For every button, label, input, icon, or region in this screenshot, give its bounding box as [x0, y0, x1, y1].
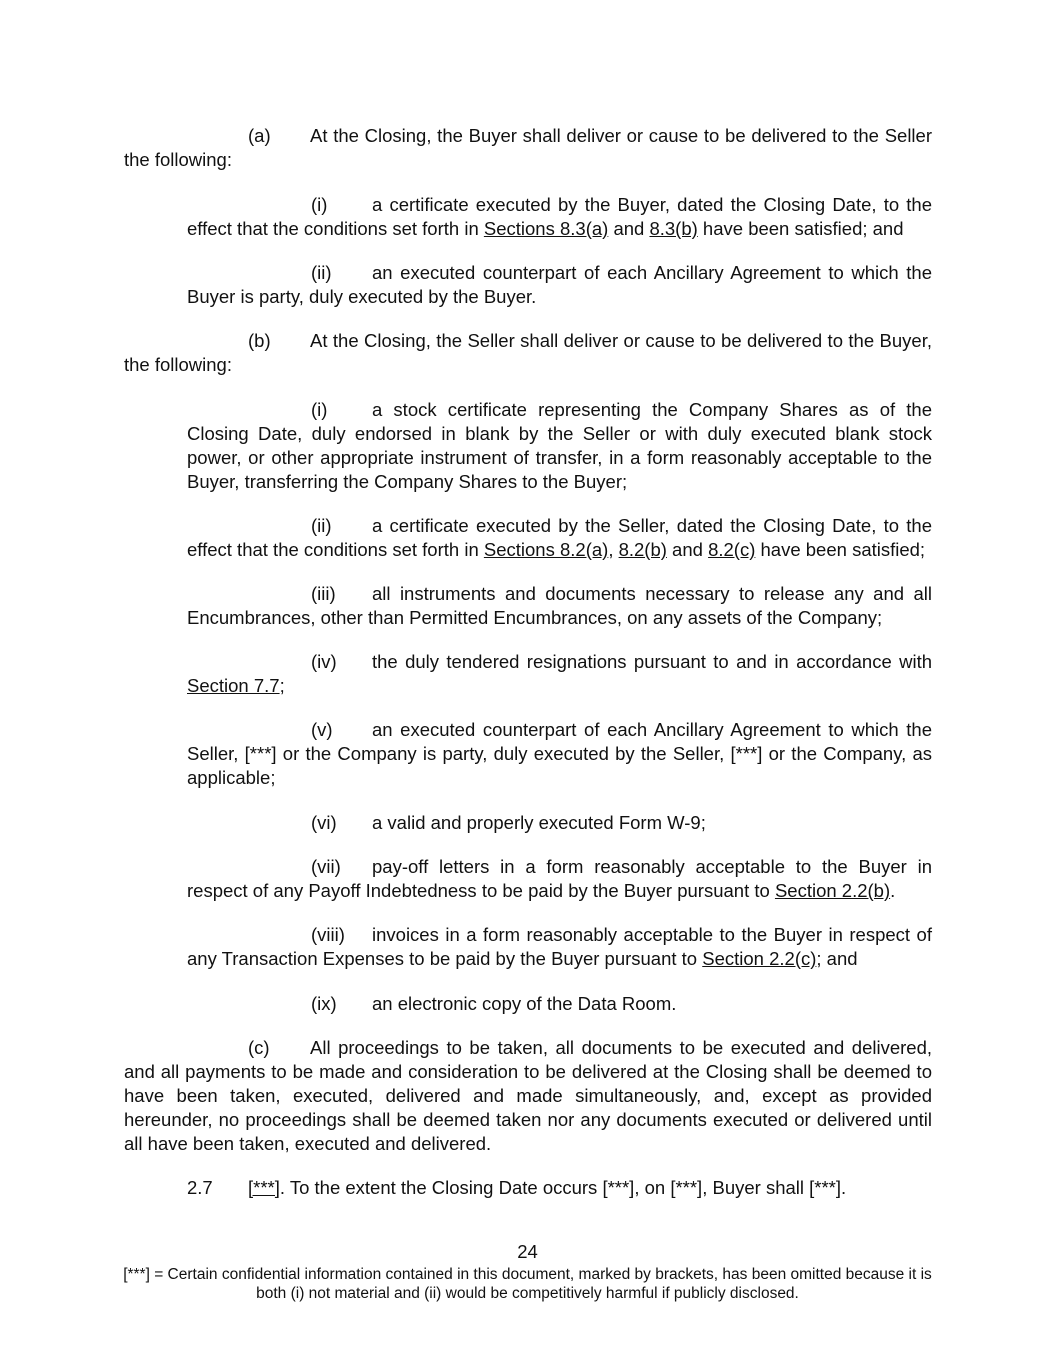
- clause-text: an electronic copy of the Data Room.: [372, 993, 677, 1014]
- clause-label: (vi): [311, 812, 337, 833]
- clause-label: (vii): [311, 856, 341, 877]
- clause-text: ;: [279, 675, 285, 696]
- clause-label: (i): [311, 194, 328, 215]
- clause-b-ii: [187, 514, 932, 562]
- clause-text: the duly tendered resignations pursuant to and in accordance with: [372, 651, 932, 672]
- clause-label: (v): [311, 719, 333, 740]
- clause-text: a stock certificate representing the Company Shares as of the Closing Date, duly endorsed in blank by the Seller or with duly executed blank stock power, or other appropriate instrument of transfer, in a form reasonably acceptable to the Buyer, transferring the Company Shares to the Buyer;: [187, 399, 932, 492]
- clause-text: At the Closing, the Buyer shall deliver or cause to be delivered to the Seller the following:: [124, 125, 932, 170]
- section-text: . To the extent the Closing Date occurs [***], on [***], Buyer shall [***].: [279, 1177, 847, 1198]
- clause-b-i: [187, 398, 932, 494]
- clause-text: ; and: [816, 948, 858, 969]
- section-reference: Sections 8.3(a): [483, 218, 609, 239]
- clause-label: (ix): [311, 993, 337, 1014]
- clause-b-iii: [187, 582, 932, 630]
- clause-label: (a): [248, 125, 271, 146]
- clause-text: an executed counterpart of each Ancillary Agreement to which the Seller, [***] or the Company is party, duly executed by the Seller, [***] or the Company, as applicable;: [187, 719, 932, 788]
- page-number: 24: [517, 1241, 538, 1262]
- clause-text: have been satisfied; and: [697, 218, 904, 239]
- clause-b-vii: [187, 855, 932, 903]
- clause-text: and: [608, 218, 650, 239]
- clause-label: (iv): [311, 651, 337, 672]
- section-number: 2.7: [187, 1177, 213, 1198]
- clause-label: (c): [248, 1037, 270, 1058]
- clause-label: (ii): [311, 262, 332, 283]
- section-heading: [***]: [248, 1177, 280, 1198]
- confidentiality-footnote: [***] = Certain confidential information contained in this document, marked by brackets, has been omitted because it is both (i) not material and (ii) would be competitively harmful if publicly disclosed.: [123, 1266, 932, 1302]
- clause-label: (ii): [311, 515, 332, 536]
- clause-text: At the Closing, the Seller shall deliver or cause to be delivered to the Buyer, the following:: [124, 330, 932, 375]
- clause-label: (b): [248, 330, 271, 351]
- clause-label: (iii): [311, 583, 336, 604]
- clause-a-i: [187, 193, 932, 241]
- clause-b: [124, 329, 932, 377]
- clause-b-vi: [187, 811, 932, 835]
- clause-text: invoices in a form reasonably acceptable to the Buyer in respect of any Transaction Expenses to be paid by the Buyer pursuant to: [187, 924, 932, 969]
- clause-c: [124, 1036, 932, 1156]
- clause-a: [124, 124, 932, 172]
- section-reference: 8.2(b): [618, 539, 667, 560]
- clause-b-viii: [187, 923, 932, 971]
- clause-text: and: [666, 539, 709, 560]
- clause-a-ii: [187, 261, 932, 309]
- clause-b-iv: [187, 650, 932, 698]
- clause-text: ,: [608, 539, 619, 560]
- clause-text: a certificate executed by the Seller, dated the Closing Date, to the effect that the conditions set forth in: [187, 515, 932, 560]
- clause-text: have been satisfied;: [755, 539, 926, 560]
- clause-text: All proceedings to be taken, all documents to be executed and delivered, and all payments to be made and consideration to be delivered at the Closing shall be deemed to have been taken, executed, delivered and made simultaneously, and, except as provided hereunder, no proceedings shall be deemed taken nor any documents executed or delivered until all have been taken, executed and delivered.: [124, 1037, 932, 1154]
- clause-b-v: [187, 718, 932, 790]
- clause-text: an executed counterpart of each Ancillary Agreement to which the Buyer is party, duly executed by the Buyer.: [187, 262, 932, 307]
- clause-text: pay-off letters in a form reasonably acceptable to the Buyer in respect of any Payoff Indebtedness to be paid by the Buyer pursuant to: [187, 856, 932, 901]
- section-reference: 8.3(b): [649, 218, 698, 239]
- clause-text: a certificate executed by the Buyer, dated the Closing Date, to the effect that the conditions set forth in: [187, 194, 932, 239]
- section-reference: Section 7.7: [187, 675, 280, 696]
- clause-b-ix: [187, 992, 932, 1016]
- clause-label: (i): [311, 399, 328, 420]
- section-reference: 8.2(c): [708, 539, 756, 560]
- section-reference: Section 2.2(b): [774, 880, 891, 901]
- clause-text: a valid and properly executed Form W-9;: [372, 812, 706, 833]
- section-reference: Section 2.2(c): [702, 948, 817, 969]
- section-2-7: [187, 1176, 846, 1200]
- clause-text: .: [890, 880, 896, 901]
- clause-text: all instruments and documents necessary to release any and all Encumbrances, other than Permitted Encumbrances, on any assets of the Company;: [187, 583, 932, 628]
- clause-label: (viii): [311, 924, 345, 945]
- section-reference: Sections 8.2(a): [483, 539, 609, 560]
